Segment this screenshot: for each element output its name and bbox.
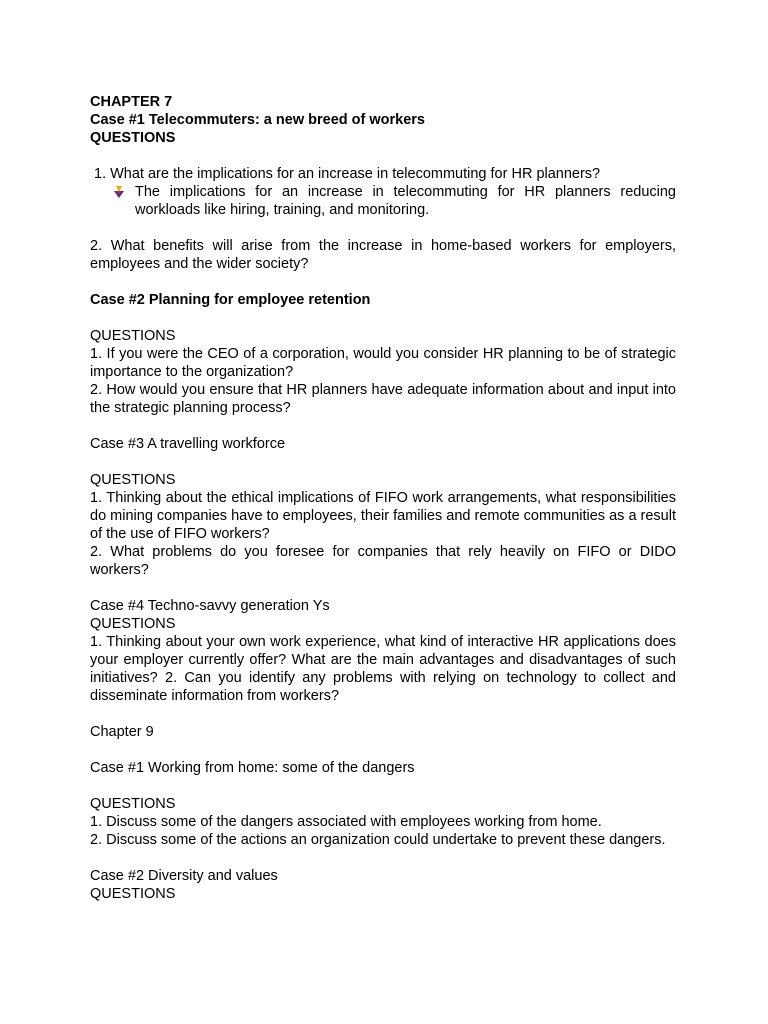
- ch7-case2-title: Case #2 Planning for employee retention: [90, 292, 371, 308]
- ch9-case1-question-2: 2. Discuss some of the actions an organization could undertake to prevent these dangers.: [90, 832, 666, 848]
- arrow-bullet-icon: [112, 185, 126, 199]
- ch7-case1-question-1: 1. What are the implications for an increase in telecommuting for HR planners?: [94, 166, 601, 182]
- ch7-case1-answer-1-text: The implications for an increase in telecommuting for HR planners reducing workloads like hiring, training, and monitoring.: [135, 184, 676, 218]
- chapter-7-heading: CHAPTER 7: [90, 94, 173, 110]
- ch7-case3-questions-label: QUESTIONS: [90, 472, 176, 488]
- ch7-case4-question-1: 1. Thinking about your own work experience, what kind of interactive HR applications does your employer currently offer? What are the main advantages and disadvantages of such initiatives? 2. Can you identify any problems with relying on technology to collect and disseminate information from workers?: [90, 634, 676, 704]
- ch7-case1-answer-1: [90, 183, 676, 219]
- chapter-9-heading: Chapter 9: [90, 724, 154, 740]
- ch9-case2-title: Case #2 Diversity and values: [90, 868, 278, 884]
- ch7-case2-question-2: 2. How would you ensure that HR planners have adequate information about and input into the strategic planning process?: [90, 382, 676, 416]
- ch7-case3-question-1: 1. Thinking about the ethical implications of FIFO work arrangements, what responsibilities do mining companies have to employees, their families and remote communities as a result of the use of FIFO workers?: [90, 490, 676, 542]
- ch7-case1-title: Case #1 Telecommuters: a new breed of workers: [90, 112, 425, 128]
- document-page: [90, 93, 676, 903]
- ch7-case1-question-2: 2. What benefits will arise from the increase in home-based workers for employers, employees and the wider society?: [90, 238, 676, 272]
- ch7-case2-questions-label: QUESTIONS: [90, 328, 176, 344]
- ch9-case2-questions-label: QUESTIONS: [90, 886, 176, 902]
- ch7-case4-questions-label: QUESTIONS: [90, 616, 176, 632]
- ch7-case1-questions-label: QUESTIONS: [90, 130, 176, 146]
- ch7-case4-title: Case #4 Techno-savvy generation Ys: [90, 598, 330, 614]
- ch9-case1-questions-label: QUESTIONS: [90, 796, 176, 812]
- ch7-case2-question-1: 1. If you were the CEO of a corporation, would you consider HR planning to be of strategic importance to the organization?: [90, 346, 676, 380]
- ch9-case1-question-1: 1. Discuss some of the dangers associated with employees working from home.: [90, 814, 602, 830]
- ch7-case3-question-2: 2. What problems do you foresee for companies that rely heavily on FIFO or DIDO workers?: [90, 544, 676, 578]
- ch7-case3-title: Case #3 A travelling workforce: [90, 436, 286, 452]
- ch9-case1-title: Case #1 Working from home: some of the dangers: [90, 760, 415, 776]
